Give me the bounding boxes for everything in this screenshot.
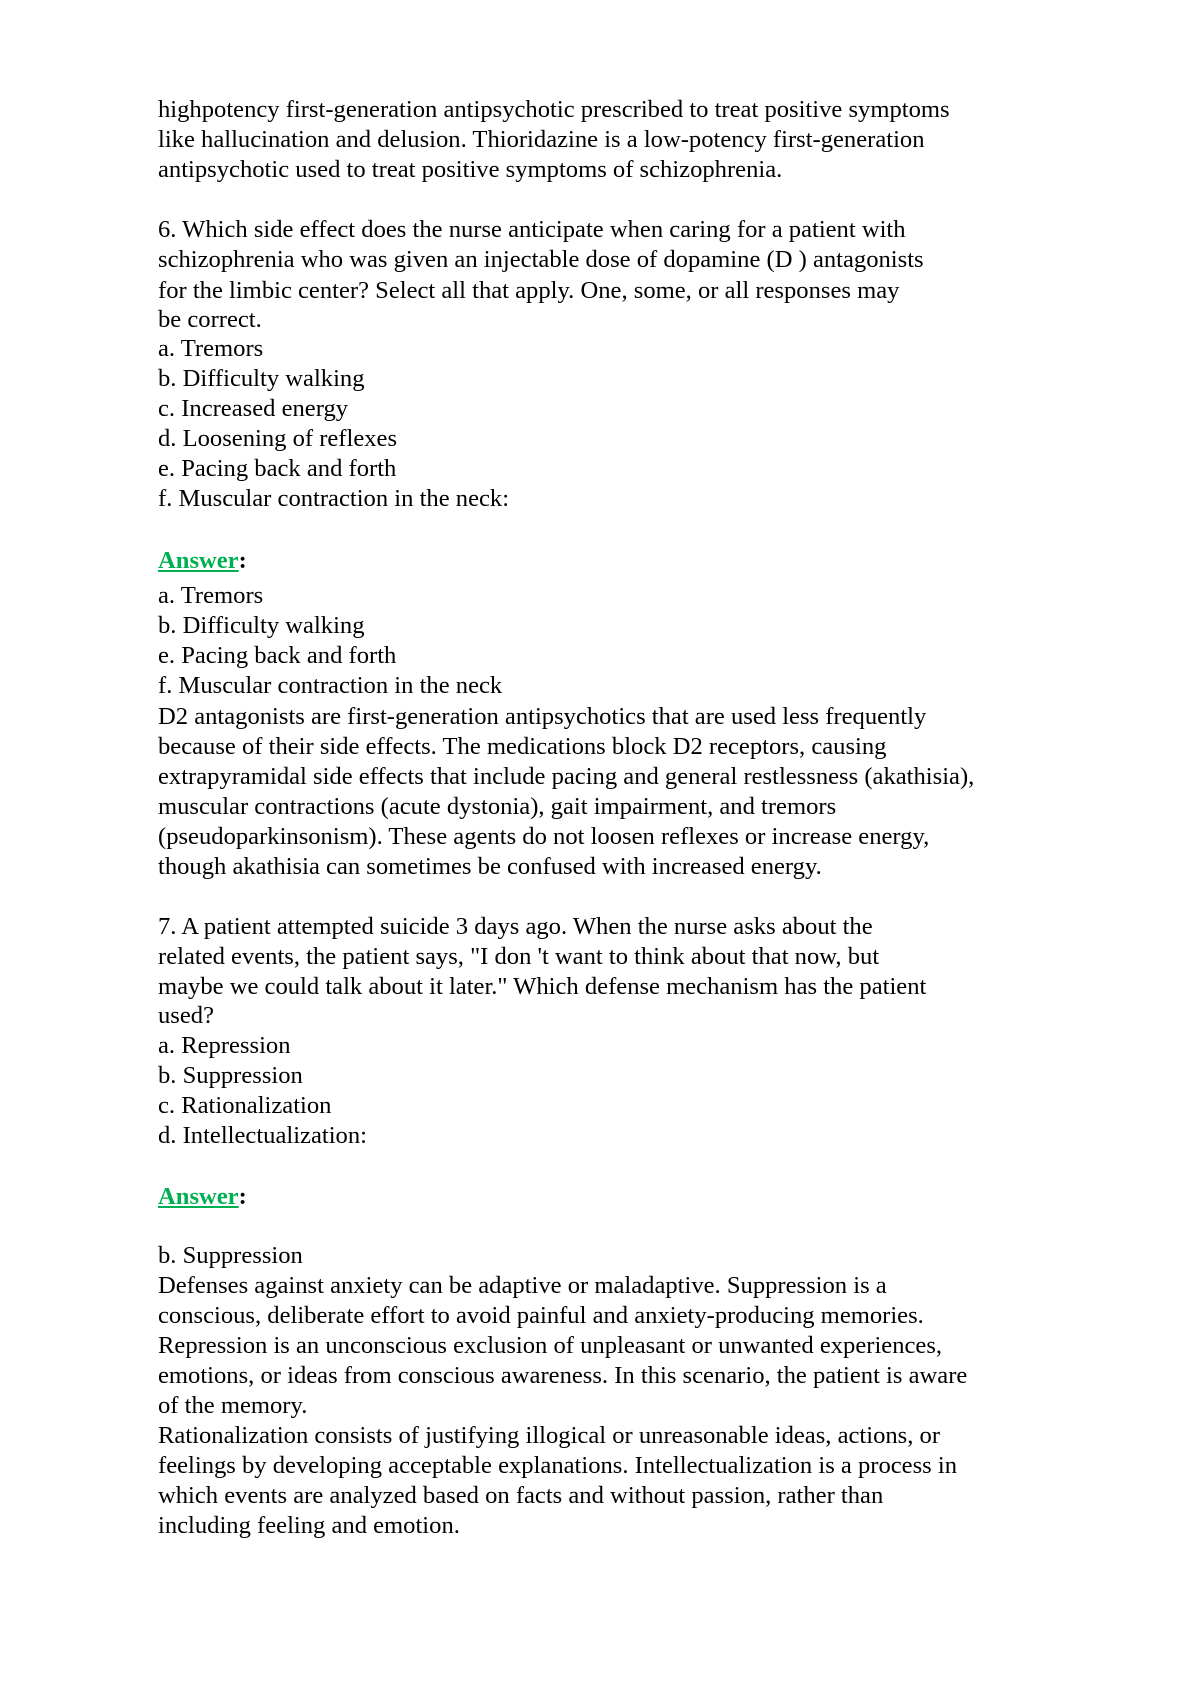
text-line: b. Difficulty walking — [158, 612, 365, 639]
answer-heading — [158, 1182, 247, 1212]
text-line: f. Muscular contraction in the neck — [158, 672, 503, 699]
answer-heading — [158, 546, 247, 576]
text-line: including feeling and emotion. — [158, 1512, 460, 1539]
text-line: used? — [158, 1002, 214, 1029]
text-line: highpotency first-generation antipsychotic prescribed to treat positive symptoms — [158, 96, 950, 123]
text-line: Defenses against anxiety can be adaptive or maladaptive. Suppression is a — [158, 1272, 887, 1299]
text-line: 6. Which side effect does the nurse anticipate when caring for a patient with — [158, 216, 906, 243]
text-line: f. Muscular contraction in the neck: — [158, 485, 510, 512]
text-line: a. Tremors — [158, 582, 264, 609]
text-line: like hallucination and delusion. Thioridazine is a low-potency first-generation — [158, 126, 925, 153]
text-line: d. Intellectualization: — [158, 1122, 367, 1149]
text-line: c. Increased energy — [158, 395, 349, 422]
text-line: antipsychotic used to treat positive symptoms of schizophrenia. — [158, 156, 783, 183]
text-line: because of their side effects. The medications block D2 receptors, causing — [158, 733, 887, 760]
text-line: b. Suppression — [158, 1062, 303, 1089]
text-line: though akathisia can sometimes be confused with increased energy. — [158, 853, 822, 880]
text-line: e. Pacing back and forth — [158, 642, 397, 669]
text-line: e. Pacing back and forth — [158, 455, 397, 482]
text-line: (pseudoparkinsonism). These agents do not loosen reflexes or increase energy, — [158, 823, 930, 850]
text-line: D2 antagonists are first-generation antipsychotics that are used less frequently — [158, 703, 927, 730]
answer-colon: : — [238, 547, 247, 574]
text-line: which events are analyzed based on facts and without passion, rather than — [158, 1482, 884, 1509]
answer-label: Answer — [158, 1183, 239, 1210]
text-line: b. Suppression — [158, 1242, 303, 1269]
text-line: c. Rationalization — [158, 1092, 332, 1119]
text-line: related events, the patient says, "I don 't want to think about that now, but — [158, 943, 880, 970]
text-line: schizophrenia who was given an injectable dose of dopamine (D ) antagonists — [158, 246, 924, 273]
text-line: be correct. — [158, 306, 262, 333]
text-line: a. Tremors — [158, 335, 264, 362]
text-line: for the limbic center? Select all that apply. One, some, or all responses may — [158, 277, 900, 304]
text-line: maybe we could talk about it later." Which defense mechanism has the patient — [158, 973, 927, 1000]
text-line: conscious, deliberate effort to avoid painful and anxiety-producing memories. — [158, 1302, 924, 1329]
text-line: a. Repression — [158, 1032, 291, 1059]
text-line: emotions, or ideas from conscious awareness. In this scenario, the patient is aware — [158, 1362, 968, 1389]
text-line: of the memory. — [158, 1392, 308, 1419]
text-line: feelings by developing acceptable explanations. Intellectualization is a process in — [158, 1452, 958, 1479]
text-line: extrapyramidal side effects that include pacing and general restlessness (akathisia), — [158, 763, 975, 790]
answer-colon: : — [238, 1183, 247, 1210]
text-line: muscular contractions (acute dystonia), gait impairment, and tremors — [158, 793, 837, 820]
text-line: d. Loosening of reflexes — [158, 425, 398, 452]
answer-label: Answer — [158, 547, 239, 574]
text-line: b. Difficulty walking — [158, 365, 365, 392]
text-line: 7. A patient attempted suicide 3 days ago. When the nurse asks about the — [158, 913, 873, 940]
text-line: Repression is an unconscious exclusion of unpleasant or unwanted experiences, — [158, 1332, 943, 1359]
text-line: Rationalization consists of justifying illogical or unreasonable ideas, actions, or — [158, 1422, 941, 1449]
